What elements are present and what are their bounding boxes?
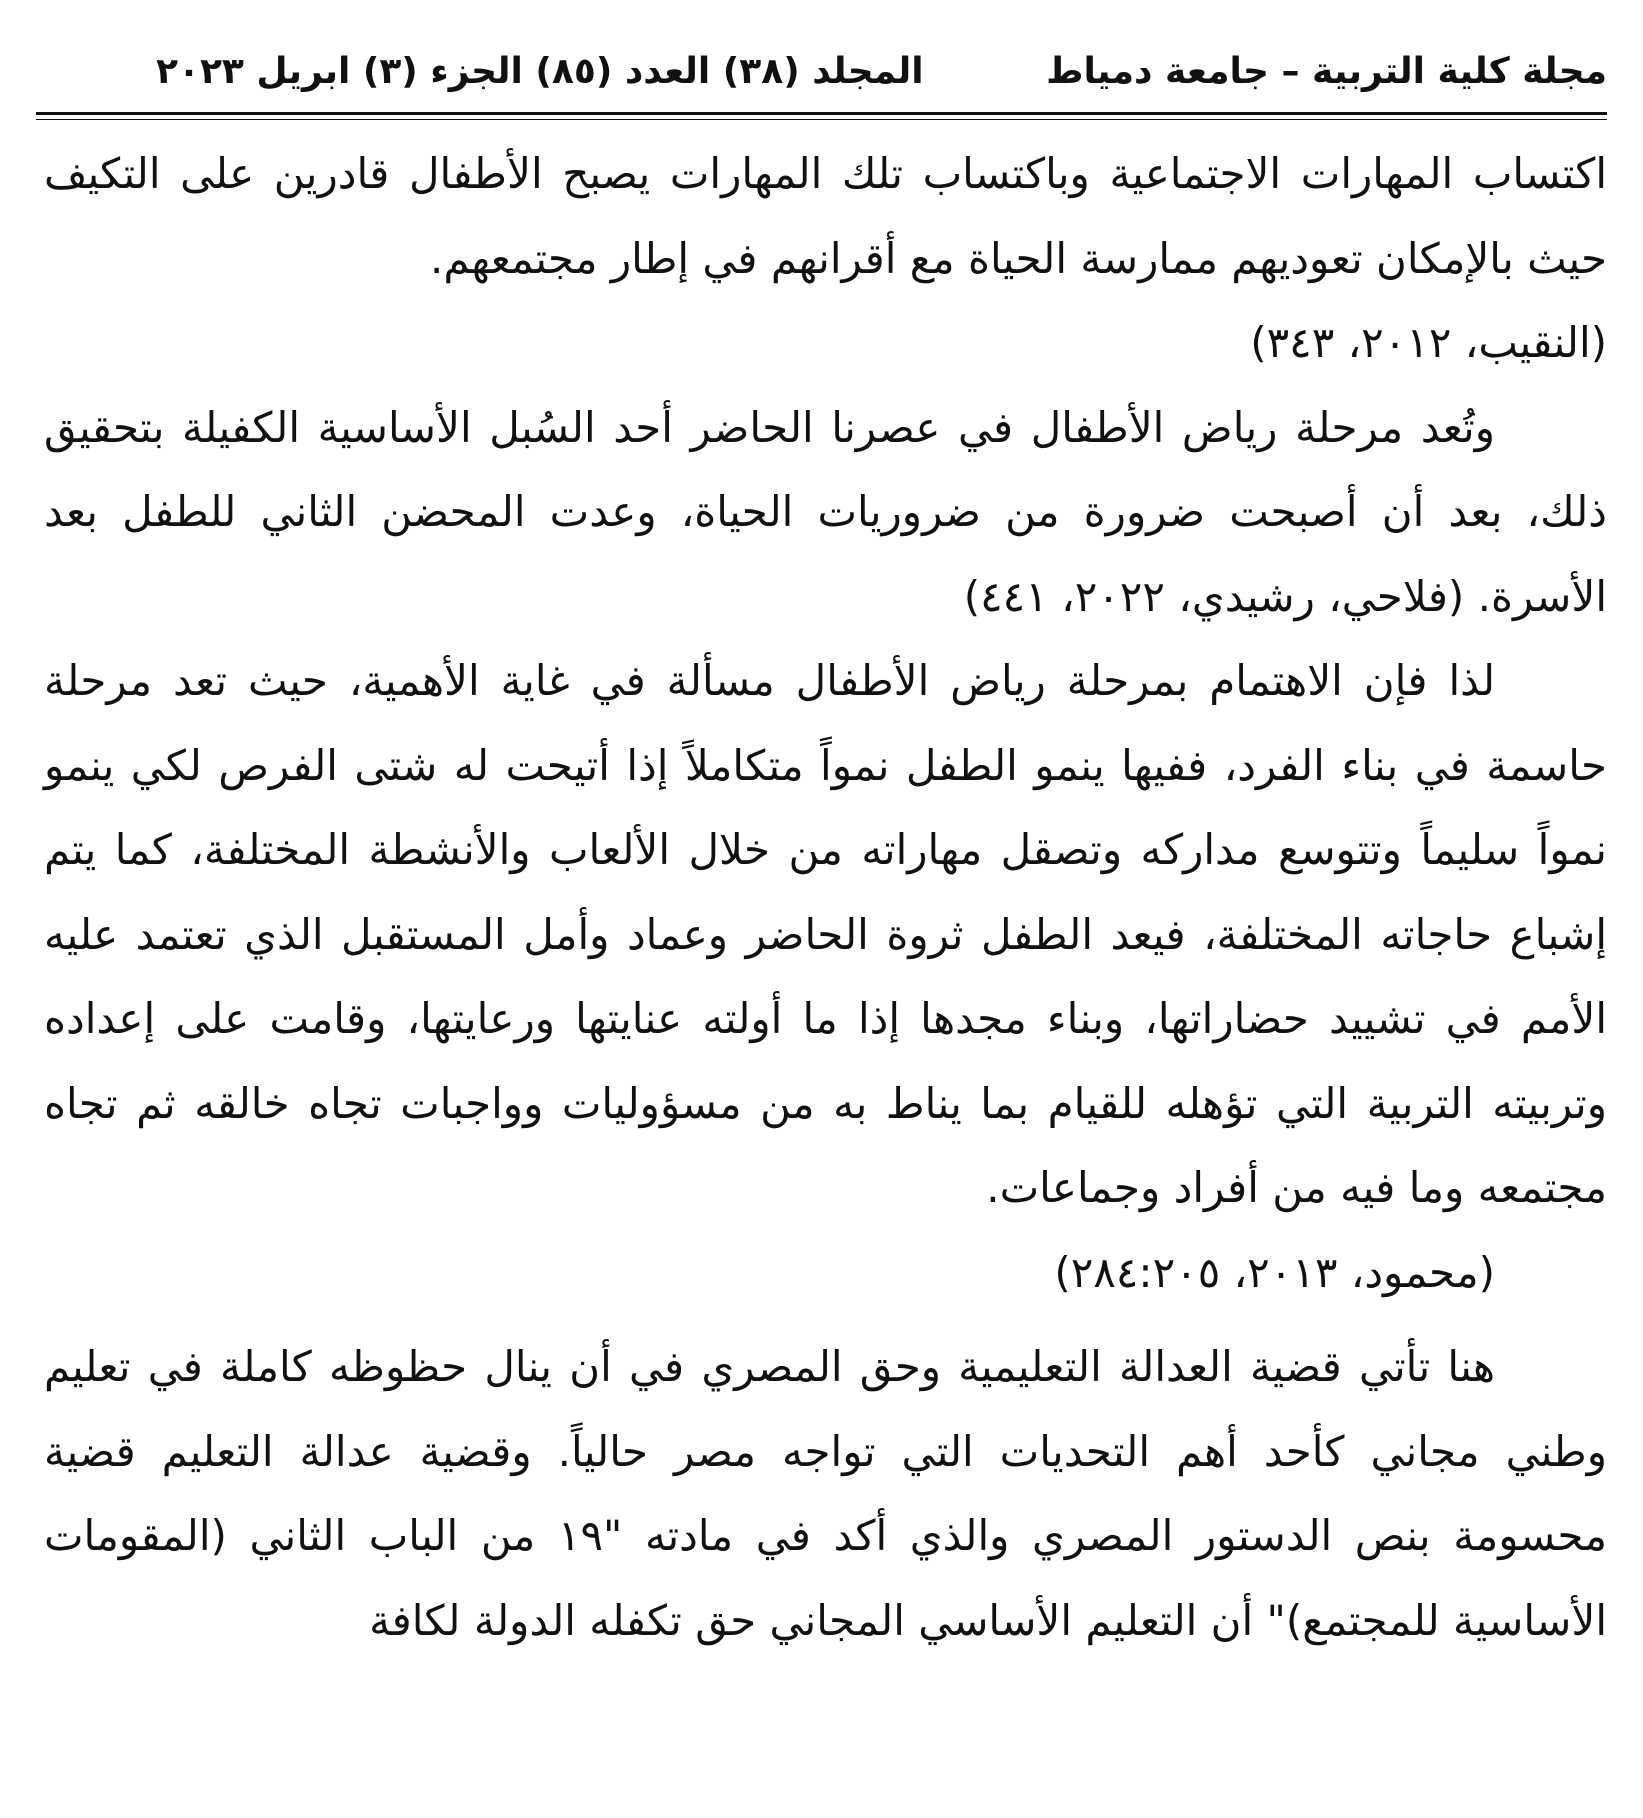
header-rule-thick — [36, 112, 1607, 115]
paragraph-3 — [44, 639, 1607, 1315]
body-text — [44, 132, 1607, 1663]
paragraph-1-text: اكتساب المهارات الاجتماعية وباكتساب تلك المهارات يصبح الأطفال قادرين على التكيف حيث بالإمكان تعوديهم ممارسة الحياة مع أقرانهم في إطار مجتمعهم. — [44, 149, 1607, 283]
paragraph-1 — [44, 132, 1607, 386]
paragraph-4 — [44, 1325, 1607, 1663]
paragraph-2-text: وتُعد مرحلة رياض الأطفال في عصرنا الحاضر أحد السُبل الأساسية الكفيلة بتحقيق ذلك، بعد أن أصبحت ضرورة من ضروريات الحياة، وعدت المحضن الثاني للطفل بعد الأسرة. (فلاحي، رشيدي، ٢٠٢٢، ٤٤١) — [44, 402, 1607, 621]
header-rule-thin — [36, 119, 1607, 120]
running-header — [36, 42, 1607, 102]
paragraph-1-citation: (النقيب، ٢٠١٢، ٣٤٣) — [1250, 318, 1607, 367]
paragraph-3-text: لذا فإن الاهتمام بمرحلة رياض الأطفال مسألة في غاية الأهمية، حيث تعد مرحلة حاسمة في بناء الفرد، ففيها ينمو الطفل نمواً متكاملاً إذا أتيحت له شتى الفرص لكي ينمو نمواً سليماً وتتوسع مداركه وتصقل مهاراته من خلال الألعاب والأنشطة المختلفة، كما يتم إشباع حاجاته المختلفة، فيعد الطفل ثروة الحاضر وعماد وأمل المستقبل الذي تعتمد عليه الأمم في تشييد حضاراتها، وبناء مجدها إذا ما أولته عنايتها ورعايتها، وقامت على إعداده وتربيته التربية التي تؤهله للقيام بما يناط به من مسؤوليات وواجبات تجاه خالقه ثم تجاه مجتمعه وما فيه من أفراد وجماعات. — [44, 656, 1607, 1212]
paragraph-3-citation: (محمود، ٢٠١٣، ٢٨٤:٢٠٥) — [1054, 1247, 1495, 1297]
volume-label: المجلد — [812, 51, 924, 92]
issue-info — [156, 42, 924, 102]
paragraph-4-text: هنا تأتي قضية العدالة التعليمية وحق المصري في أن ينال حظوظه كاملة في تعليم وطني مجاني كأحد أهم التحديات التي تواجه مصر حالياً. وقضية عدالة التعليم قضية محسومة بنص الدستور المصري والذي أكد في مادته "١٩ من الباب الثاني (المقومات الأساسية للمجتمع)" أن التعليم الأساسي المجاني حق تكفله الدولة لكافة — [44, 1342, 1608, 1645]
journal-name: مجلة كلية التربية – جامعة دمياط — [1046, 51, 1607, 92]
paragraph-2 — [44, 386, 1607, 640]
issue-details: (٣٨) العدد (٨٥) الجزء (٣) ابريل ٢٠٢٣ — [156, 51, 800, 92]
